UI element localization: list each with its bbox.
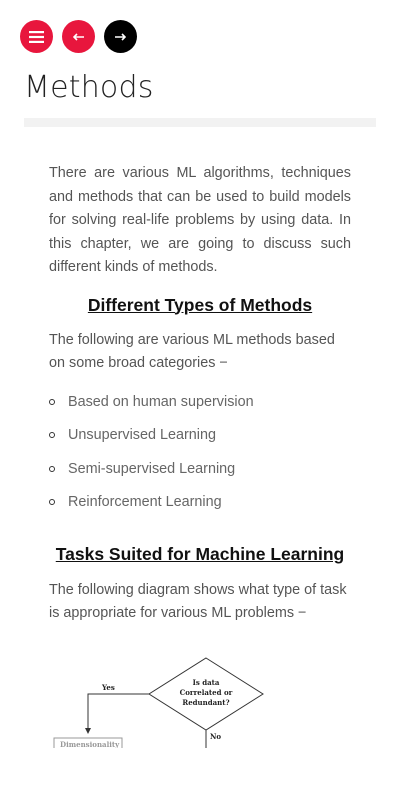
tasks-intro-paragraph: The following diagram shows what type of task is appropriate for various ML problems − xyxy=(49,581,347,622)
decision-text-line1: Is data xyxy=(192,678,220,687)
methods-intro-paragraph: The following are various ML methods based on some broad categories − xyxy=(49,331,335,371)
hamburger-icon xyxy=(29,31,44,43)
yes-label: Yes xyxy=(102,683,115,692)
list-item: Based on human supervision xyxy=(49,392,351,426)
menu-button[interactable] xyxy=(20,20,53,53)
next-page-button[interactable] xyxy=(104,20,137,53)
list-item: Unsupervised Learning xyxy=(49,425,351,459)
page-title: Methods xyxy=(24,70,154,105)
article-content xyxy=(49,162,351,626)
no-label: No xyxy=(210,732,222,741)
decision-text-line3: Redundant? xyxy=(182,698,230,707)
arrow-left-icon xyxy=(73,33,84,41)
intro-paragraph: There are various ML algorithms, techniques and methods that can be used to build models for solving real-life problems by using data. In this chapter, we are going to discuss such different kinds of methods. xyxy=(49,165,351,275)
methods-list xyxy=(49,392,351,526)
bullet-icon xyxy=(49,466,55,472)
yes-connector xyxy=(88,694,149,732)
top-navigation xyxy=(20,20,137,53)
decision-text-line2: Correlated or xyxy=(179,688,233,697)
previous-page-button[interactable] xyxy=(62,20,95,53)
bullet-icon xyxy=(49,432,55,438)
title-divider xyxy=(24,118,376,127)
ml-task-flowchart xyxy=(50,652,270,748)
list-item: Semi-supervised Learning xyxy=(49,459,351,493)
bullet-icon xyxy=(49,399,55,405)
yes-arrowhead xyxy=(85,728,91,734)
dimensionality-label: Dimensionality xyxy=(60,740,120,748)
list-item: Reinforcement Learning xyxy=(49,492,351,526)
bullet-icon xyxy=(49,499,55,505)
section-heading-methods: Different Types of Methods xyxy=(87,294,313,315)
section-heading-tasks: Tasks Suited for Machine Learning xyxy=(55,543,345,564)
arrow-right-icon xyxy=(115,33,126,41)
